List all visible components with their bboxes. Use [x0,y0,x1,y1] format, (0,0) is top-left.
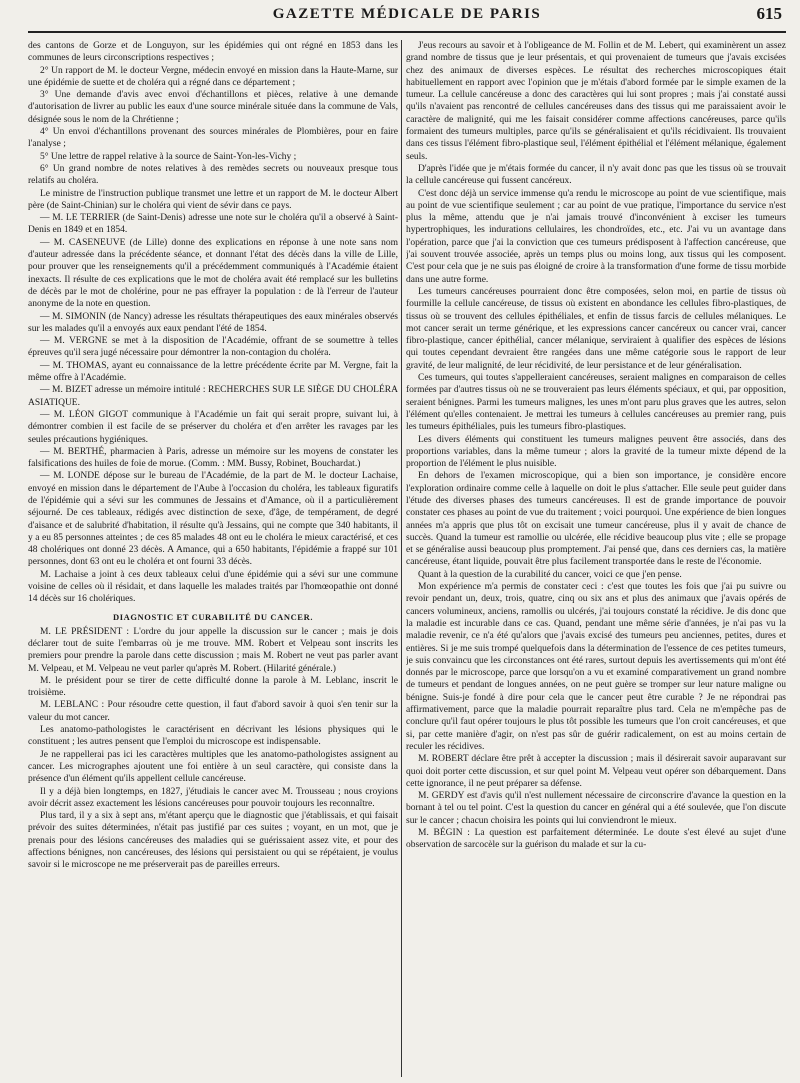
paragraph: Quant à la question de la curabilité du cancer, voici ce que j'en pense. [418,569,682,580]
paragraph: 6° Un grand nombre de notes relatives à des remèdes secrets ou nouveaux presque tous relatifs au choléra. [28,163,398,187]
paragraph: J'eus recours au savoir et à l'obligeance de M. Follin et de M. Lebert, qui examinèrent un assez grand nombre de tissus que je leur présentais, et qui provenaient de tumeurs que j'avais excisées chez des animaux de diverses espèces. Le résultat des recherches microscopiques était habituellement en rapport avec l'opinion que je m'étais d'abord formée par le simple examen de la tumeur. La cellule cancéreuse a donc des caractères qui lui sont propres ; mais j'ai constaté aussi qu'ils n'avaient pas rencontré de cellules cancéreuses dans des tissus qui me paraissaient avoir le caractère de malignité, qui me les faisait considérer comme affections cancéreuses, parce qu'ils formaient des tumeurs multiples, parce qu'ils se généralisaient et qu'ils récidivaient. Ils trouvaient dans ces tissus l'élément fibro-plastique seul, l'élément épithélial et l'élément mélanique, également seuls. [406,41,786,162]
paragraph: — M. BERTHÉ, pharmacien à Paris, adresse un mémoire sur les moyens de constater les falsifications des huiles de foie de morue. (Comm. : MM. Bussy, Robinet, Bouchardat.) [28,446,398,470]
paragraph: M. Lachaise a joint à ces deux tableaux celui d'une épidémie qui a sévi sur une commune voisine de celles où il résidait, et dans laquelle les malades traités par l'homœopathie ont donné 14 décès sur 16 cholériques. [28,569,398,605]
paragraph: — M. THOMAS, ayant eu connaissance de la lettre précédente écrite par M. Vergne, fait la même offre à l'Académie. [28,360,398,384]
paragraph: En dehors de l'examen microscopique, qui a bien son importance, je considère encore l'exploration ordinaire comme celle à laquelle on doit le plus s'attacher. Elle seule peut guider dans l'étude des diverses phases des tumeurs cancéreuses. Il est de grande importance de pouvoir constater ces phases au point de vue du traitement ; voici pourquoi. Une expérience de bien longues années m'a appris que plus tôt on excisait une tumeur cancéreuse, plus il y avait de chance de succès. Quand la tumeur est ramollie ou ulcérée, elle récidive beaucoup plus vite ; elle se propage et se généralise aussi beaucoup plus promptement. J'ai pensé que, dans ces derniers cas, la matière cancéreuse, étant liquide, pouvait être plus facilement transportée dans le reste de l'économie. [406,471,786,568]
columns [28,40,786,1077]
paragraph: — M. LÉON GIGOT communique à l'Académie un fait qui serait propre, suivant lui, à démontrer combien il est facile de se préserver du choléra et d'en arrêter les ravages par les seules précautions hygiéniques. [28,409,398,445]
paragraph: M. LEBLANC : Pour résoudre cette question, il faut d'abord savoir à quoi s'en tenir sur la valeur du mot cancer. [28,700,398,723]
paragraph: 2° Un rapport de M. le docteur Vergne, médecin envoyé en mission dans la Haute-Marne, sur une épidémie de suette et de choléra qui a régné dans ce département ; [28,65,398,88]
paragraph: 5° Une lettre de rappel relative à la source de Saint-Yon-les-Vichy ; [40,151,297,162]
paragraph: Les tumeurs cancéreuses pourraient donc être composées, selon moi, en partie de tissus où fourmille la cellule cancéreuse, de tissus où existent en abondance les cellules fibro-plastiques, de tissus où se trouvent des cellules épithéliales, et enfin de tissus farcis de cellules mélaniques. Le mot cancer serait un terme générique, et les expressions cancer cancéreux ou cancer vrai, cancer fibro-plastique, cancer épithélial, cancer mélanique, serviraient à qualifier des espèces de lésions qui toutes cependant devraient être rangées dans une même catégorie sous le rapport de leur gravité, de leur malignité, de leur récidivité, de leur persistance et de leur généralisation. [406,286,786,371]
right-column [406,40,786,1077]
paragraph: Les anatomo-pathologistes le caractérisent en décrivant les lésions physiques qui le constituent ; les autres pensent que l'emploi du microscope est indispensable. [28,725,398,748]
paragraph: 3° Une demande d'avis avec envoi d'échantillons et pièces, relative à une demande d'autorisation de livrer au public les eaux d'une source minérale située dans la commune de Vals, désignée sous le nom de la Chrétienne ; [28,90,398,125]
paragraph: C'est donc déjà un service immense qu'a rendu le microscope au point de vue scientifique, mais au point de vue scientifique seulement ; car au point de vue pratique, l'importance du service n'est plus la même, attendu que je n'ai jamais trouvé d'inconvénient à exciser les tumeurs hypertrophiques, les indurations cellulaires, les chondroïdes, etc., etc. J'ai vu un avantage dans l'opération, parce que j'ai la conviction que ces tumeurs prédisposent à l'affection cancéreuse, que j'ai souvent trouvée associée, après un temps plus ou moins long, aux tissus qui les composent. C'est pour cela que je ne suis pas éloigné de croire à la transformation d'une forme de tissu morbide dans une autre forme. [406,188,786,285]
paragraph: — M. VERGNE se met à la disposition de l'Académie, offrant de se soumettre à telles épreuves qu'il sera jugé nécessaire pour démontrer la non-contagion du choléra. [28,336,398,359]
paragraph: Ces tumeurs, qui toutes s'appelleraient cancéreuses, seraient malignes en comparaison de celles formées par d'autres tissus où ne se trouveraient pas leurs éléments spéciaux, et qui, par opposition, seraient bénignes. Parmi les tumeurs malignes, les unes m'ont paru plus graves que les autres, selon l'élément qu'elles contenaient. Je mettrai les tumeurs à cellules cancéreuses au premier rang, puis les tumeurs épithéliales, puis les tumeurs fibro-plastiques. [406,373,786,433]
left-column [28,40,398,1077]
paragraph: 4° Un envoi d'échantillons provenant des sources minérales de Plombières, pour en faire l'analyse ; [28,127,398,150]
paragraph: Je ne rappellerai pas ici les caractères multiples que les anatomo-pathologistes assignent au cancer. Les micrographes ajoutent une foi entière à un seul caractère, qui consiste dans la présence d'un élément qu'ils appellent cellule cancéreuse. [28,749,398,785]
paragraph: M. BÉGIN : La question est parfaitement déterminée. Le doute s'est élevé au sujet d'une observation de sarcocèle sur la guérison du malade et sur la cu- [406,828,786,851]
paragraph: — M. SIMONIN (de Nancy) adresse les résultats thérapeutiques des eaux minérales observés sur les malades qu'il a envoyés aux eaux pendant l'été de 1854. [28,311,398,334]
paragraph: Le ministre de l'instruction publique transmet une lettre et un rapport de M. le docteur Albert père (de Saint-Chinian) sur le choléra qui vient de sévir dans ce pays. [28,188,398,211]
paragraph: Plus tard, il y a six à sept ans, m'étant aperçu que le diagnostic que j'établissais, et qui faisait prévoir des suites déterminées, n'était pas justifié par ces suites ; voyant, en un mot, que je prenais pour des lésions cancéreuses des maladies qui se guérissaient assez vite, et pour des affections bénignes, non cancéreuses, des lésions qui persistaient ou qui se répétaient, je voulus savoir si le microscope ne me préserverait pas de pareilles erreurs. [28,811,398,871]
paragraph: — M. CASENEUVE (de Lille) donne des explications en réponse à une note sans nom d'auteur adressée dans la précédente séance, et donnant l'état des décès dans la ville de Lille, pour prouver que les renseignements qu'il a précédemment communiqués à l'Académie étaient inexacts. Il résulte de ces explications que le mot de choléra avait été remplacé sur les bulletins de décès par le mot de cholérine, pour ne pas effrayer la population : de là l'erreur de l'auteur anonyme de la note en question. [28,237,398,310]
running-header [28,0,786,30]
paragraph: M. ROBERT déclare être prêt à accepter la discussion ; mais il désirerait savoir auparavant sur quoi doit porter cette discussion, et sur quel point M. Velpeau veut opérer son débarquement. Dans cette ignorance, il ne peut préparer sa défense. [406,754,786,789]
paragraph: Les divers éléments qui constituent les tumeurs malignes peuvent être associés, dans des proportions variables, dans la même tumeur ; alors la gravité de la tumeur mixte dépend de la proportion de l'élément le plus nuisible. [406,434,786,470]
paragraph: D'après l'idée que je m'étais formée du cancer, il n'y avait donc pas que les tissus où se trouvait la cellule cancéreuse qui fussent cancéreux. [406,163,786,187]
header-rule [28,31,786,33]
paragraph: M. LE PRÉSIDENT : L'ordre du jour appelle la discussion sur le cancer ; mais je dois déclarer tout de suite l'embarras où je me trouve. MM. Robert et Velpeau sont inscrits les premiers pour prendre la parole dans cette discussion ; mais M. Robert ne veut pas parler avant M. Velpeau, et M. Velpeau ne veut parler qu'après M. Robert. (Hilarité générale.) [28,626,398,674]
paragraph: M. GERDY est d'avis qu'il n'est nullement nécessaire de circonscrire d'avance la question en la bornant à tel ou tel point. C'est la question du cancer en général qui a été soulevée, que l'on discute sur le cancer ; chacun choisira les points qui lui conviendront le mieux. [406,791,786,826]
paragraph: M. le président pour se tirer de cette difficulté donne la parole à M. Leblanc, inscrit le troisième. [28,675,398,699]
page-number: 615 [756,4,782,23]
paragraph: — M. LONDE dépose sur le bureau de l'Académie, de la part de M. le docteur Lachaise, envoyé en mission dans le département de l'Aube à l'occasion du choléra, les tableaux figuratifs de l'épidémie qui a sévi sur les communes de Jessains et d'Amance, où il a particulièrement séjourné. De ces tableaux, rédigés avec distinction de sexe, d'âge, de tempérament, de degré d'aisance et de salubrité d'habitation, il résulte qu'à Jessains, qui ne compte que 340 habitants, il y a eu 85 personnes atteintes ; de ces 85 malades 48 ont eu le choléra le mieux caractérisé, et ces 48 cholériques ont donné 23 décès. A Amance, qui a 650 habitants, l'épidémie a frappé sur 101 personnes, dont 63 ont eu le choléra et ont fourni 33 décès. [28,471,398,568]
paragraph: — M. BIZET adresse un mémoire intitulé : RECHERCHES SUR LE SIÈGE DU CHOLÉRA ASIATIQUE. [28,385,398,408]
paragraph: — M. LE TERRIER (de Saint-Denis) adresse une note sur le choléra qu'il a observé à Saint-Denis en 1849 et en 1854. [28,213,398,236]
paragraph: Il y a déjà bien longtemps, en 1827, j'étudiais le cancer avec M. Trousseau ; nous croyions avoir décrit assez exactement les lésions cancéreuses pour pouvoir toujours les reconnaître. [28,786,398,809]
journal-title: GAZETTE MÉDICALE DE PARIS [272,6,542,22]
section-heading: DIAGNOSTIC ET CURABILITÉ DU CANCER. [112,611,314,622]
paragraph: des cantons de Gorze et de Longuyon, sur les épidémies qui ont régné en 1853 dans les communes de leurs circonscriptions respectives ; [28,41,398,64]
paragraph: Mon expérience m'a permis de constater ceci : c'est que toutes les fois que j'ai pu suivre ou revoir pendant un, deux, trois, quatre, cinq ou six ans et plus des animaux que j'avais opérés de cancers volumineux, anciens, ramollis ou ulcérés, j'ai toujours constaté la récidive. Je dis donc que la maladie est incurable dans ce cas. Quand, pendant une même série d'années, je n'ai pas vu la maladie revenir, ce n'a été qu'alors que j'avais excisé des tumeurs peu anciennes, petites, dures et entières. Si je me suis trompé quelquefois dans la détermination de l'essence de ces petites tumeurs, je suis convaincu que les circonstances ont été rares, surtout depuis les avertissements qui m'ont été donnés par le microscope, parce que lorsqu'on a vu et examiné comparativement un grand nombre de tumeurs et pendant de longues années, on ne peut guère se tromper sur leur nature maligne ou bénigne. Suis-je fondé à dire pour cela que le cancer peut être curable ? Je ne répondrai pas affirmativement, parce que la maladie pourrait reparaître plus tard. Cela ne m'empêche pas de conclure qu'il faut opérer toujours le plus tôt possible les tumeurs que l'on croit cancéreuses, et que si, par cette manière d'agir, on n'est pas sûr de guérir radicalement, on est au moins certain de reculer les récidives. [406,582,786,752]
column-rule [401,40,402,1077]
